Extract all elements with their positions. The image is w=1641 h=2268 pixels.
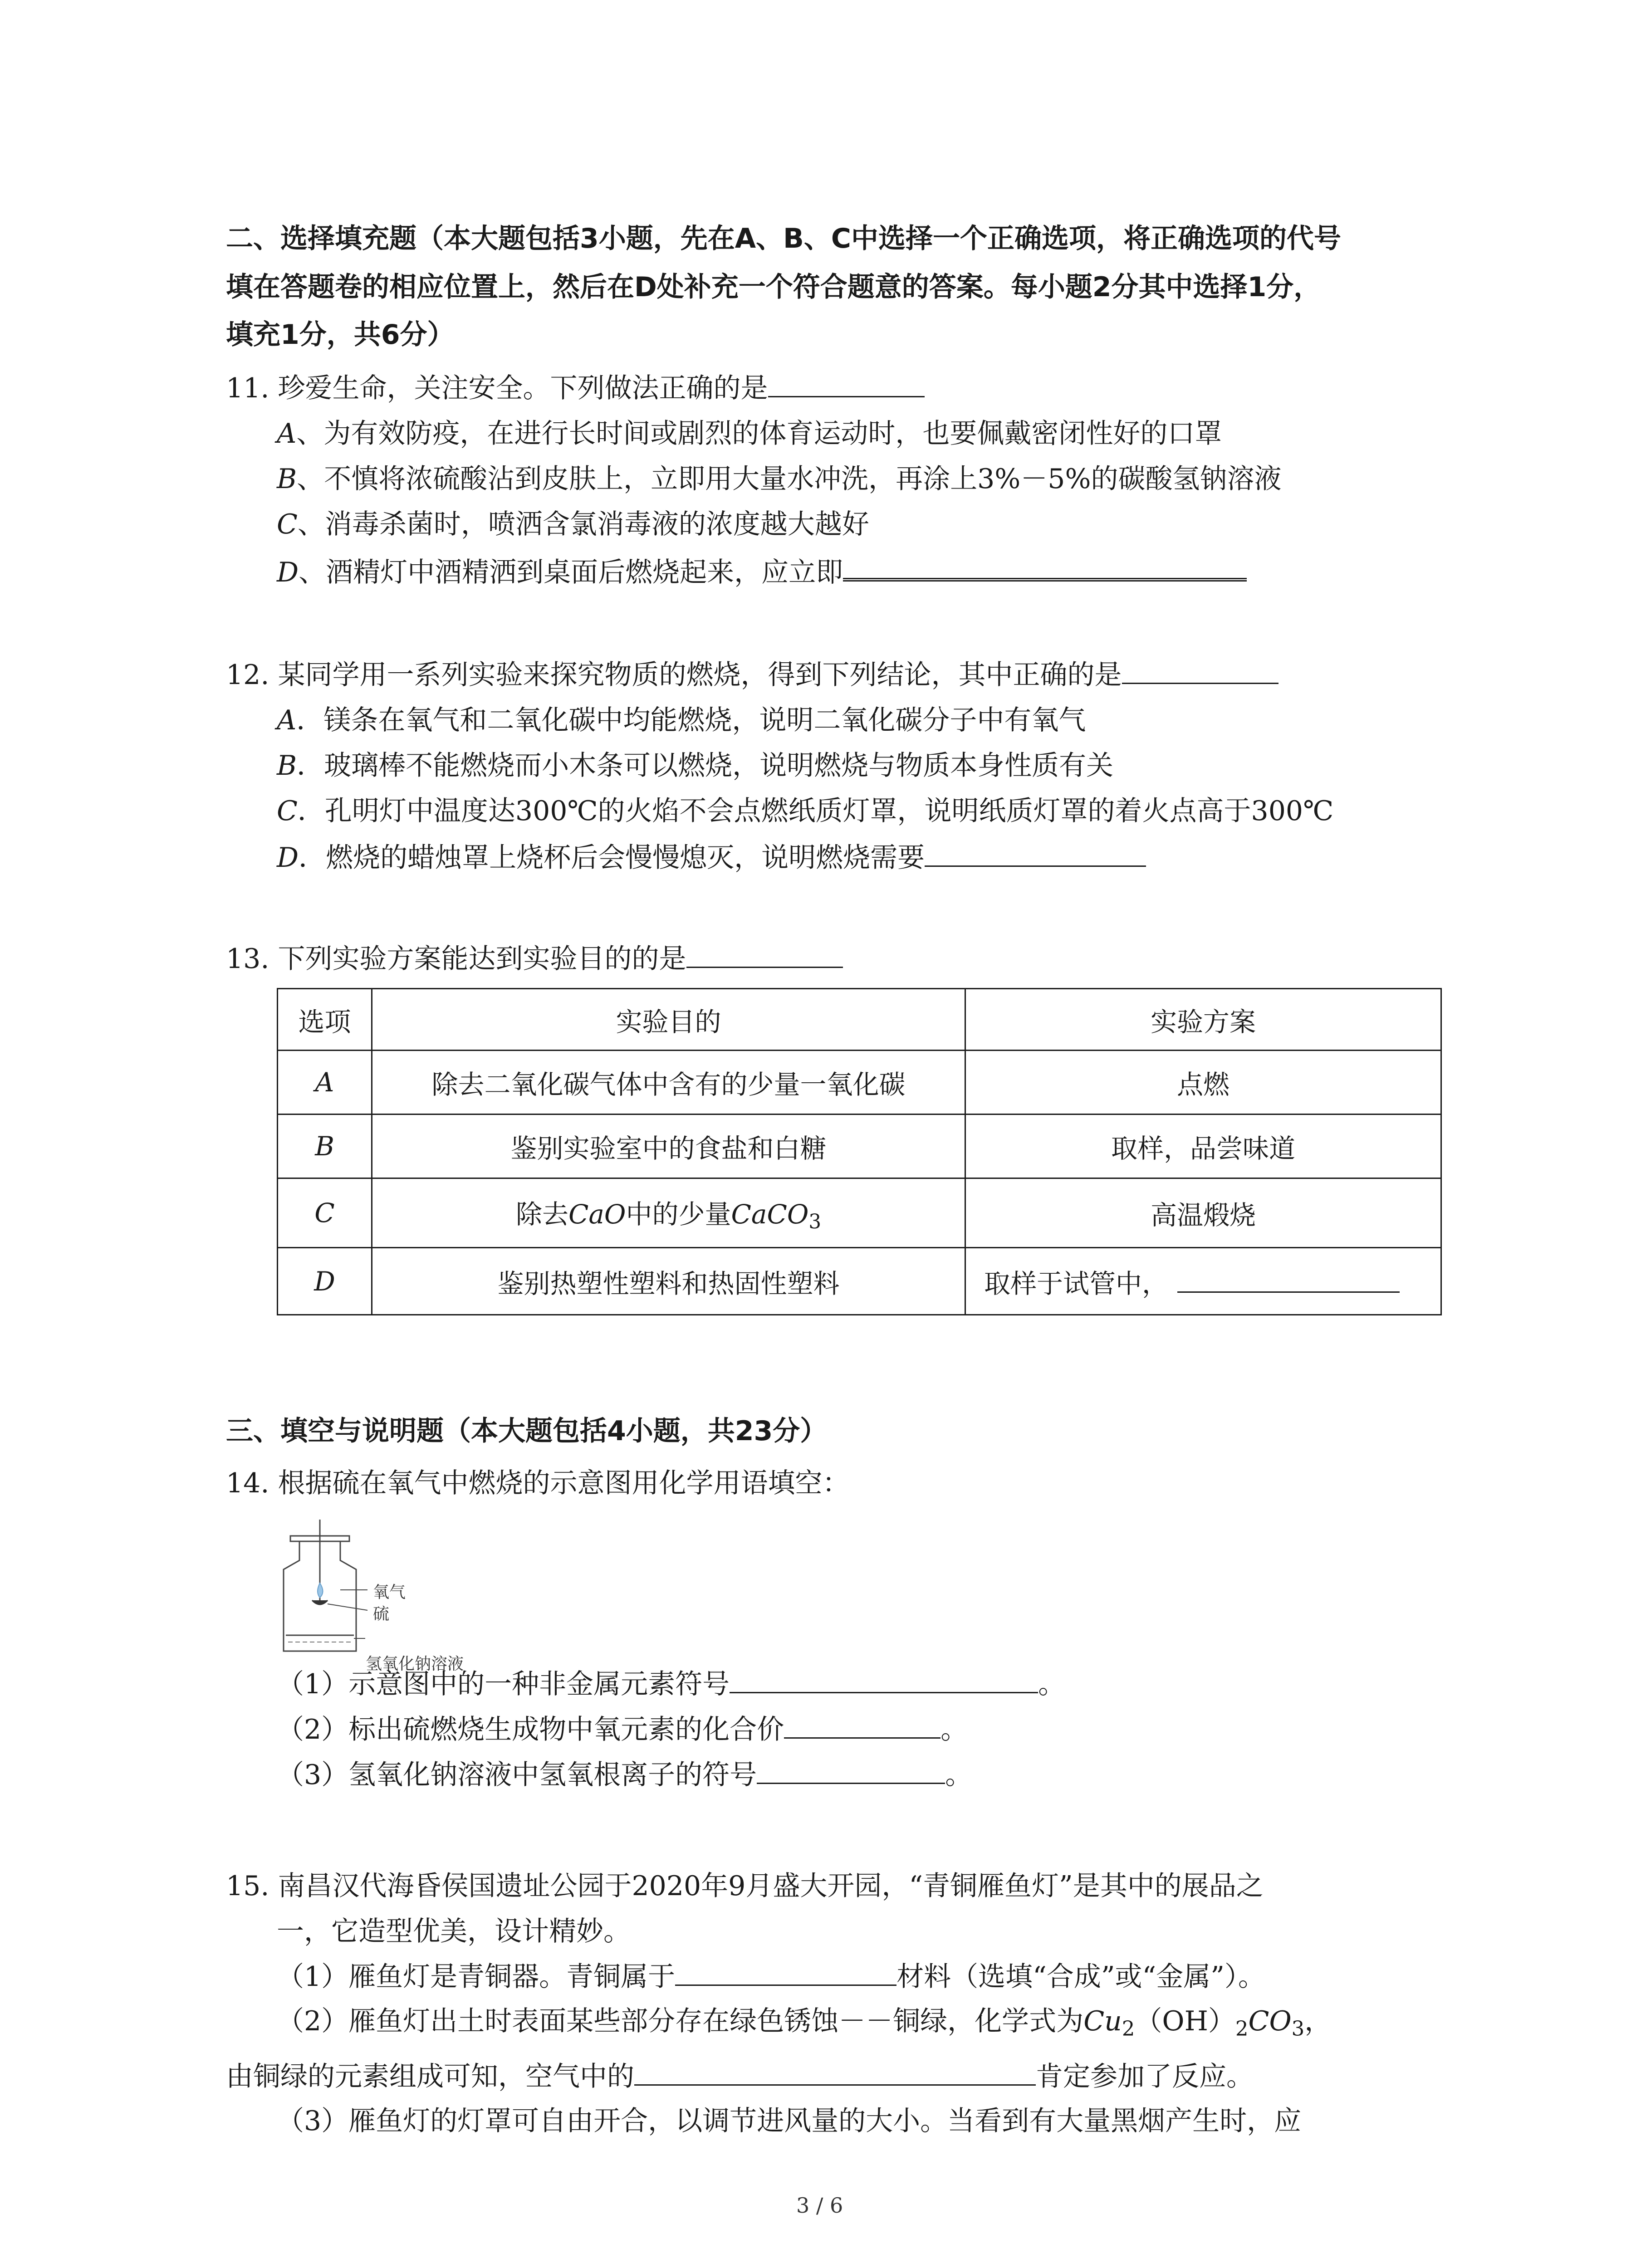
q15-sub1-blank[interactable] xyxy=(675,1956,896,1986)
table-cell-purpose: 鉴别实验室中的食盐和白糖 xyxy=(372,1114,965,1178)
section3-title: 三、填空与说明题（本大题包括4小题，共23分） xyxy=(226,1415,828,1447)
q13-answer-blank[interactable] xyxy=(686,938,843,968)
q14-sub2-text: （2）标出硫燃烧生成物中氧元素的化合价 xyxy=(277,1714,784,1745)
q14-sub3-end: 。 xyxy=(945,1759,973,1791)
q15-sub1-text-end: 材料（选填“合成”或“金属”）。 xyxy=(896,1961,1265,1993)
table-cell-plan xyxy=(965,1248,1441,1315)
option-letter: C xyxy=(277,508,298,540)
q11-option-c xyxy=(277,503,869,542)
option-text: ．镁条在氧气和二氧化碳中均能燃烧，说明二氧化碳分子中有氧气 xyxy=(296,704,1086,736)
table-header-cell: 实验目的 xyxy=(372,989,965,1051)
formula-oh: （OH） xyxy=(1135,2005,1235,2037)
table-row xyxy=(278,1248,1441,1315)
purpose-text: 除去 xyxy=(515,1198,568,1230)
q14-sub1-blank[interactable] xyxy=(730,1664,1038,1693)
option-letter: A xyxy=(277,704,297,736)
q12-option-a xyxy=(277,699,1086,738)
q15-sub2-line2-end: 肯定参加了反应。 xyxy=(1036,2061,1254,2092)
option-text: 、酒精灯中酒精洒到桌面后燃烧起来，应立即 xyxy=(299,557,843,588)
table-row xyxy=(278,1114,1441,1178)
formula-subscript: 3 xyxy=(808,1210,822,1233)
q14-sub1 xyxy=(277,1662,1065,1701)
q14-sub2-blank[interactable] xyxy=(784,1709,941,1739)
formula-caco3: CaCO xyxy=(731,1198,809,1230)
option-letter: B xyxy=(277,750,297,782)
q15-sub2-text: （2）雁鱼灯出土时表面某些部分存在绿色锈蚀－－铜绿，化学式为 xyxy=(277,2005,1084,2037)
formula-co: CO xyxy=(1248,2005,1292,2037)
q15-sub2 xyxy=(277,1999,1332,2040)
section2-title-line2: 填在答题卷的相应位置上，然后在D处补充一个符合题意的答案。每小题2分其中选择1分， xyxy=(226,271,1321,303)
table-row xyxy=(278,1051,1441,1114)
table-cell-purpose xyxy=(372,1178,965,1248)
experiment-table xyxy=(277,988,1442,1315)
purpose-text: 中的少量 xyxy=(626,1198,731,1230)
option-text: ．玻璃棒不能燃烧而小木条可以燃烧，说明燃烧与物质本身性质有关 xyxy=(297,750,1114,782)
section2-title-line3: 填充1分，共6分） xyxy=(226,319,455,351)
table-cell-plan: 点燃 xyxy=(965,1051,1441,1114)
q12-d-fill-blank[interactable] xyxy=(925,837,1146,867)
option-letter: B xyxy=(277,463,297,495)
section2-title-line1: 二、选择填充题（本大题包括3小题，先在A、B、C中选择一个正确选项，将正确选项的代号 xyxy=(226,223,1341,254)
table-cell-purpose: 除去二氧化碳气体中含有的少量一氧化碳 xyxy=(372,1051,965,1114)
q14-sub2 xyxy=(277,1708,968,1747)
q11-d-fill-blank[interactable] xyxy=(843,550,1247,582)
q15-sub2-line2 xyxy=(226,2055,1254,2094)
option-text: ．孔明灯中温度达300℃的火焰不会点燃纸质灯罩，说明纸质灯罩的着火点高于300℃ xyxy=(297,795,1334,827)
table-cell-option: B xyxy=(278,1114,372,1178)
q12-option-b xyxy=(277,744,1113,783)
option-text: 、消毒杀菌时，喷洒含氯消毒液的浓度越大越好 xyxy=(297,508,869,540)
option-letter: C xyxy=(277,795,298,827)
plan-text: 取样于试管中， xyxy=(984,1268,1169,1299)
table-cell-plan: 高温煅烧 xyxy=(965,1178,1441,1248)
q14-sub3 xyxy=(277,1753,972,1792)
option-text: 、不慎将浓硫酸沾到皮肤上，立即用大量水冲洗，再涂上3%－5%的碳酸氢钠溶液 xyxy=(297,463,1282,495)
formula-cao: CaO xyxy=(568,1198,626,1230)
q15-sub1-text: （1）雁鱼灯是青铜器。青铜属于 xyxy=(277,1961,676,1993)
q14-sub1-text: （1）示意图中的一种非金属元素符号 xyxy=(277,1668,730,1700)
q12-stem-text: 12. 某同学用一系列实验来探究物质的燃烧，得到下列结论，其中正确的是 xyxy=(226,659,1122,691)
q15-sub2-line2-text: 由铜绿的元素组成可知，空气中的 xyxy=(226,2061,634,2092)
page-number: 3 / 6 xyxy=(796,2193,843,2218)
table-cell-option: A xyxy=(278,1051,372,1114)
q14-sub3-blank[interactable] xyxy=(757,1755,945,1784)
q14-sub1-end: 。 xyxy=(1038,1668,1066,1700)
option-letter: A xyxy=(277,418,297,450)
q12-answer-blank[interactable] xyxy=(1122,655,1279,684)
q14-sub3-text: （3）氢氧化钠溶液中氢氧根离子的符号 xyxy=(277,1759,757,1791)
q14-sub2-end: 。 xyxy=(941,1714,968,1745)
label-sulfur: 硫 xyxy=(373,1605,390,1623)
table-cell-plan: 取样，品尝味道 xyxy=(965,1114,1441,1178)
q15-stem-line2: 一，它造型优美，设计精妙。 xyxy=(277,1916,631,1947)
q13-d-fill-blank[interactable] xyxy=(1177,1263,1400,1293)
option-text: ．燃烧的蜡烛罩上烧杯后会慢慢熄灭，说明燃烧需要 xyxy=(299,842,925,874)
formula-subscript: 2 xyxy=(1235,2016,1249,2041)
option-letter: D xyxy=(277,842,299,874)
label-naoh-solution: 氢氧化钠溶液 xyxy=(366,1655,464,1673)
table-cell-option: C xyxy=(278,1178,372,1248)
q11-stem-text: 11. 珍爱生命，关注安全。下列做法正确的是 xyxy=(226,372,768,404)
label-oxygen: 氧气 xyxy=(373,1583,406,1602)
q11-stem xyxy=(226,367,925,406)
q11-answer-blank[interactable] xyxy=(768,368,925,397)
q11-option-d xyxy=(277,550,1247,590)
formula-end: ， xyxy=(1304,2005,1332,2037)
table-header-cell: 实验方案 xyxy=(965,989,1441,1051)
formula-cu: Cu xyxy=(1083,2005,1122,2037)
q12-option-c xyxy=(277,789,1333,828)
q13-stem xyxy=(226,937,843,976)
table-cell-option: D xyxy=(278,1248,372,1315)
sulfur-combustion-figure xyxy=(272,1520,526,1674)
q14-stem: 14. 根据硫在氧气中燃烧的示意图用化学用语填空： xyxy=(226,1467,850,1499)
q11-option-a xyxy=(277,412,1222,451)
q15-sub3: （3）雁鱼灯的灯罩可自由开合，以调节进风量的大小。当看到有大量黑烟产生时，应 xyxy=(277,2105,1302,2137)
option-text: 、为有效防疫，在进行长时间或剧烈的体育运动时，也要佩戴密闭性好的口罩 xyxy=(296,418,1222,450)
q15-sub1 xyxy=(277,1955,1265,1994)
q15-stem-line1: 15. 南昌汉代海昏侯国遗址公园于2020年9月盛大开园，“青铜雁鱼灯”是其中的展品之 xyxy=(226,1870,1264,1902)
q12-option-d xyxy=(277,836,1146,875)
formula-subscript: 2 xyxy=(1122,2016,1135,2041)
q15-sub2-blank[interactable] xyxy=(634,2056,1036,2086)
table-header-cell: 选项 xyxy=(278,989,372,1051)
table-row xyxy=(278,1178,1441,1248)
formula-subscript: 3 xyxy=(1291,2016,1305,2041)
q11-option-b xyxy=(277,457,1281,496)
q12-stem xyxy=(226,653,1279,692)
table-header-row xyxy=(278,989,1441,1051)
q13-stem-text: 13. 下列实验方案能达到实验目的的是 xyxy=(226,943,686,975)
table-cell-purpose: 鉴别热塑性塑料和热固性塑料 xyxy=(372,1248,965,1315)
option-letter: D xyxy=(277,557,299,588)
